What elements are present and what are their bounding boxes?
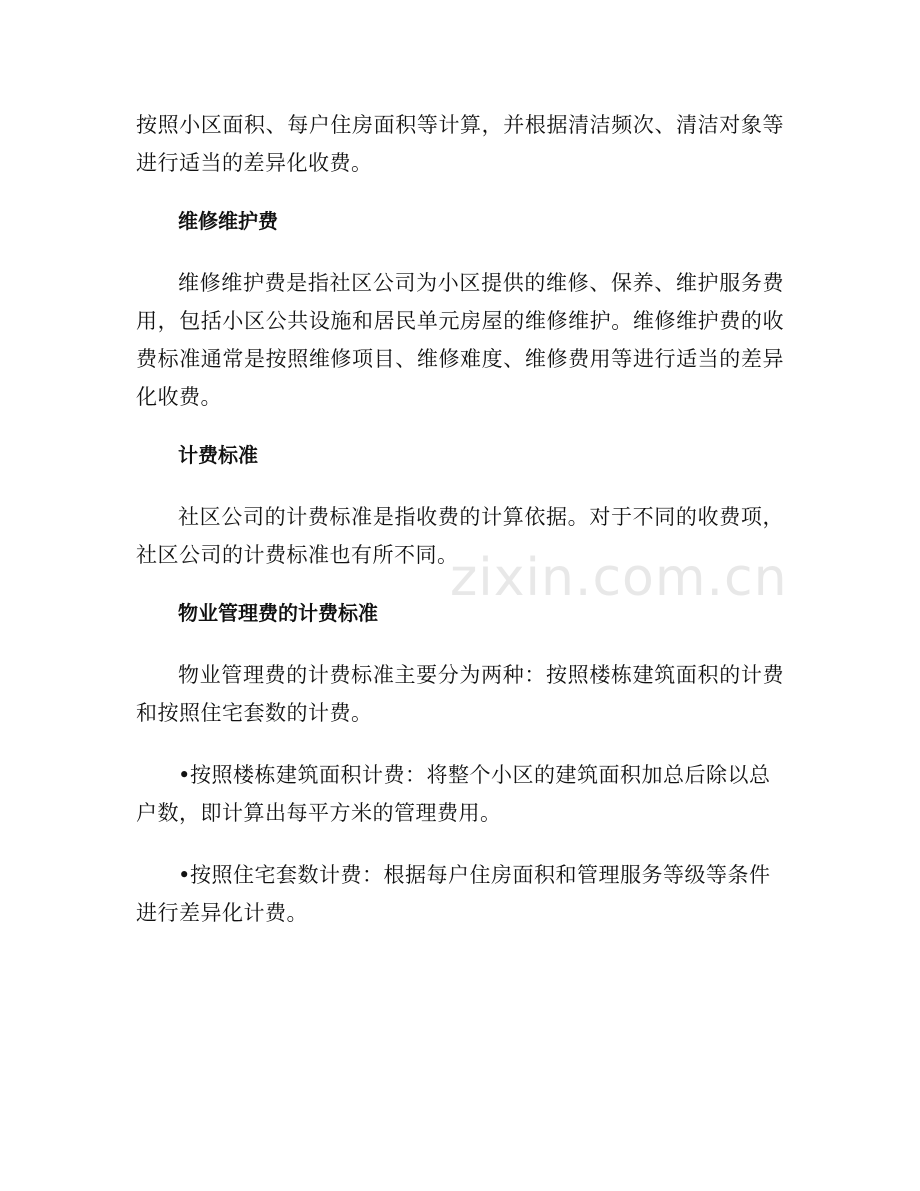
bullet-icon: • xyxy=(178,863,191,887)
watermark: zixin.com.cn xyxy=(450,548,788,608)
heading-property-fee-standard: 物业管理费的计费标准 xyxy=(178,601,378,625)
paragraph-maintenance-fee: 维修维护费是指社区公司为小区提供的维修、保养、维护服务费用，包括小区公共设施和居民单元房屋的维修维护。维修维护费的收费标准通常是按照维修项目、维修难度、维修费用等进行适当的差异化收费。 xyxy=(136,271,784,409)
heading-maintenance-fee: 维修维护费 xyxy=(178,209,278,233)
bullet-text-unit-count: 按照住宅套数计费：根据每户住房面积和管理服务等级等条件进行差异化计费。 xyxy=(136,863,771,925)
paragraph-property-fee-standard: 物业管理费的计费标准主要分为两种：按照楼栋建筑面积的计费和按照住宅套数的计费。 xyxy=(136,663,784,725)
bullet-item-unit-count xyxy=(136,856,784,932)
bullet-item-building-area xyxy=(136,756,784,832)
heading-billing-standard: 计费标准 xyxy=(178,443,258,467)
document-body xyxy=(136,106,784,956)
paragraph-billing-standard: 社区公司的计费标准是指收费的计算依据。对于不同的收费项，社区公司的计费标准也有所不同。 xyxy=(136,505,784,567)
paragraph-cleaning-fee-tail: 按照小区面积、每户住房面积等计算，并根据清洁频次、清洁对象等进行适当的差异化收费。 xyxy=(136,113,784,175)
bullet-icon: • xyxy=(178,763,191,787)
bullet-text-building-area: 按照楼栋建筑面积计费：将整个小区的建筑面积加总后除以总户数，即计算出每平方米的管理费用。 xyxy=(136,763,771,825)
